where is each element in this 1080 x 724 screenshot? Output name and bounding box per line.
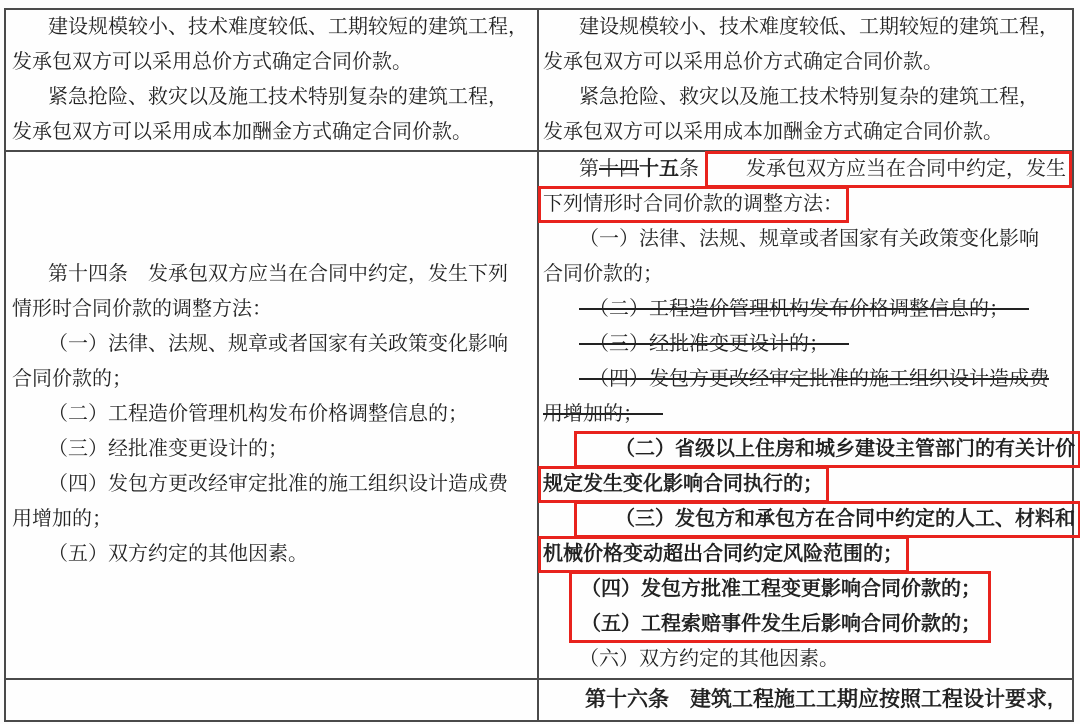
text-line: （一）法律、法规、规章或者国家有关政策变化影响 — [48, 333, 508, 355]
annotation-box — [710, 152, 1066, 187]
clause-suffix: 条 — [679, 158, 699, 180]
clause-prefix: 第 — [579, 158, 599, 180]
text-line — [543, 292, 1068, 327]
clause-heading-line — [543, 152, 1068, 187]
boxed-text: 发承包双方应当在合同中约定，发生 — [746, 158, 1066, 180]
text-line: 紧急抢险、救灾以及施工技术特别复杂的建筑工程， — [579, 86, 1039, 108]
text-line: （六）双方约定的其他因素。 — [579, 648, 839, 670]
inserted-text: 机械价格变动超出合同约定风险范围的； — [543, 543, 903, 565]
text-line — [543, 467, 1068, 502]
text-line: 用增加的； — [12, 508, 112, 530]
text-line: （一）法律、法规、规章或者国家有关政策变化影响 — [579, 228, 1039, 250]
inserted-text: （二）省级以上住房和城乡建设主管部门的有关计价 — [615, 438, 1075, 460]
text-line — [543, 327, 1068, 362]
text-line: 建设规模较小、技术难度较低、工期较短的建筑工程， — [48, 16, 528, 38]
text-line: 第十四条 发承包双方应当在合同中约定，发生下列 — [48, 263, 508, 285]
text-line: （五）双方约定的其他因素。 — [48, 543, 308, 565]
text-line — [543, 397, 1068, 432]
clause16-cell — [539, 680, 1070, 720]
text-line — [543, 502, 1075, 537]
text-line — [543, 537, 1068, 572]
original-text-cell — [6, 10, 539, 150]
deleted-text: 用增加的； — [543, 403, 643, 425]
revised-text-cell — [539, 10, 1070, 150]
text-line: 发承包双方可以采用总价方式确定合同价款。 — [543, 51, 943, 73]
annotation-box — [543, 187, 843, 222]
deleted-text: （三）经批准变更设计的； — [589, 333, 829, 355]
inserted-text: （四）发包方批准工程变更影响合同价款的； — [581, 578, 981, 600]
text-line: （三）经批准变更设计的； — [48, 438, 288, 460]
text-line: 紧急抢险、救灾以及施工技术特别复杂的建筑工程， — [48, 86, 508, 108]
text-line: 发承包双方可以采用总价方式确定合同价款。 — [12, 51, 412, 73]
table-row — [6, 152, 1075, 680]
annotation-box — [543, 467, 823, 502]
text-line: 发承包双方可以采用成本加酬金方式确定合同价款。 — [543, 121, 1003, 143]
text-line — [543, 362, 1068, 397]
revised-clause15-cell — [539, 152, 1075, 678]
deleted-text: （二）工程造价管理机构发布价格调整信息的； — [589, 298, 1009, 320]
inserted-text: 十五 — [639, 158, 679, 180]
annotation-box — [543, 537, 903, 572]
inserted-text: （三）发包方和承包方在合同中约定的人工、材料和 — [615, 508, 1075, 530]
empty-cell — [6, 680, 539, 720]
clause16-heading: 第十六条 建筑工程施工工期应按照工程设计要求, — [585, 688, 1053, 711]
deleted-text: 十四 — [599, 158, 639, 180]
text-line: （二）工程造价管理机构发布价格调整信息的； — [48, 403, 468, 425]
text-line: 建设规模较小、技术难度较低、工期较短的建筑工程， — [579, 16, 1059, 38]
boxed-text: 下列情形时合同价款的调整方法： — [543, 193, 843, 215]
original-clause14-cell — [6, 152, 539, 678]
text-line: 发承包双方可以采用成本加酬金方式确定合同价款。 — [12, 121, 472, 143]
deleted-text: （四）发包方更改经审定批准的施工组织设计造成费 — [589, 368, 1049, 390]
annotation-box — [579, 432, 1075, 467]
table-row — [6, 10, 1072, 152]
table-row — [6, 680, 1072, 720]
text-line — [543, 187, 1068, 222]
inserted-text: 规定发生变化影响合同执行的； — [543, 473, 823, 495]
inserted-text: （五）工程索赔事件发生后影响合同价款的； — [581, 613, 981, 635]
text-line: 合同价款的； — [543, 263, 663, 285]
text-line: （四）发包方更改经审定批准的施工组织设计造成费 — [48, 473, 508, 495]
text-line — [543, 432, 1075, 467]
comparison-table — [4, 8, 1074, 722]
text-line: 合同价款的； — [12, 368, 132, 390]
annotation-box — [579, 502, 1075, 537]
annotation-box — [581, 572, 981, 642]
text-line: 情形时合同价款的调整方法： — [12, 298, 272, 320]
